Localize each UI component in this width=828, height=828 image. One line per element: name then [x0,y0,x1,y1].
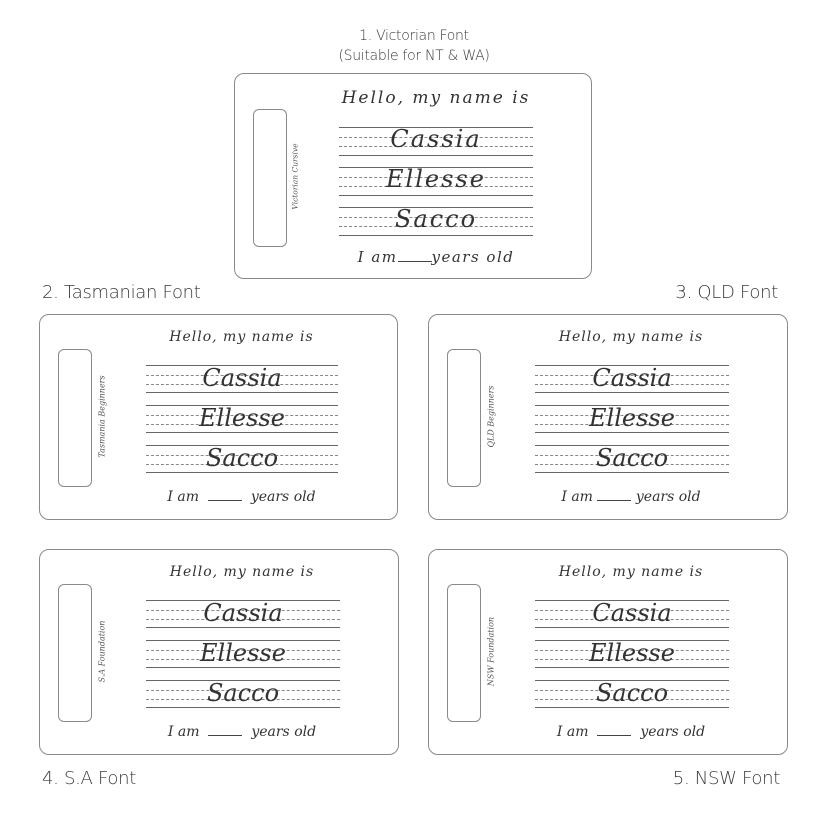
tasmanian-name-card [39,314,398,520]
side-label: Tasmania Beginners [97,375,107,458]
age-before: I am [357,248,398,266]
nsw-font-title: 5. NSW Font [672,768,780,789]
name-line-1: Cassia [592,599,672,627]
qld-name-card [428,314,788,520]
greeting: Hello, my name is [169,329,314,345]
age-line [140,489,343,505]
name-line-2: Ellesse [589,404,675,432]
greeting: Hello, my name is [558,329,704,345]
age-before: I am [561,489,593,505]
side-label: S.A Foundation [97,620,107,683]
victorian-font-subtitle: (Suitable for NT & WA) [338,48,490,64]
age-line [335,248,537,266]
photo-slot [58,349,92,487]
greeting: Hello, my name is [558,564,704,580]
age-line [140,724,344,740]
name-line-3: Sacco [205,444,279,472]
photo-slot [447,349,481,487]
age-after: years old [251,724,317,740]
age-after: years old [431,248,515,266]
age-before: I am [167,489,200,505]
name-line-2: Ellesse [199,404,285,432]
name-line-3: Sacco [394,205,478,233]
photo-slot [58,584,92,722]
greeting: Hello, my name is [169,564,315,580]
photo-slot [253,109,287,247]
side-label: NSW Foundation [486,616,496,687]
age-before: I am [167,724,200,740]
age-line [529,489,733,505]
age-after: years old [250,489,316,505]
name-line-1: Cassia [203,599,283,627]
side-label: Victorian Cursive [290,143,300,210]
name-line-2: Ellesse [200,639,286,667]
age-line [529,724,733,740]
name-line-3: Sacco [595,444,669,472]
side-label: QLD Beginners [486,385,496,448]
name-line-1: Cassia [592,364,672,392]
age-after: years old [640,724,706,740]
victorian-font-title: 1. Victorian Font [359,28,469,44]
qld-font-title: 3. QLD Font [675,282,778,303]
sa-font-title: 4. S.A Font [42,768,136,789]
name-line-1: Cassia [202,364,282,392]
photo-slot [447,584,481,722]
name-line-1: Cassia [390,125,482,153]
nsw-name-card [428,549,788,755]
age-after: years old [635,489,701,505]
tasmanian-font-title: 2. Tasmanian Font [42,282,201,303]
name-line-2: Ellesse [589,639,675,667]
greeting: Hello, my name is [341,88,531,108]
victorian-name-card [234,73,592,279]
name-line-3: Sacco [206,679,280,707]
name-line-2: Ellesse [386,165,486,193]
sa-name-card [39,549,399,755]
name-line-3: Sacco [595,679,669,707]
age-before: I am [556,724,589,740]
